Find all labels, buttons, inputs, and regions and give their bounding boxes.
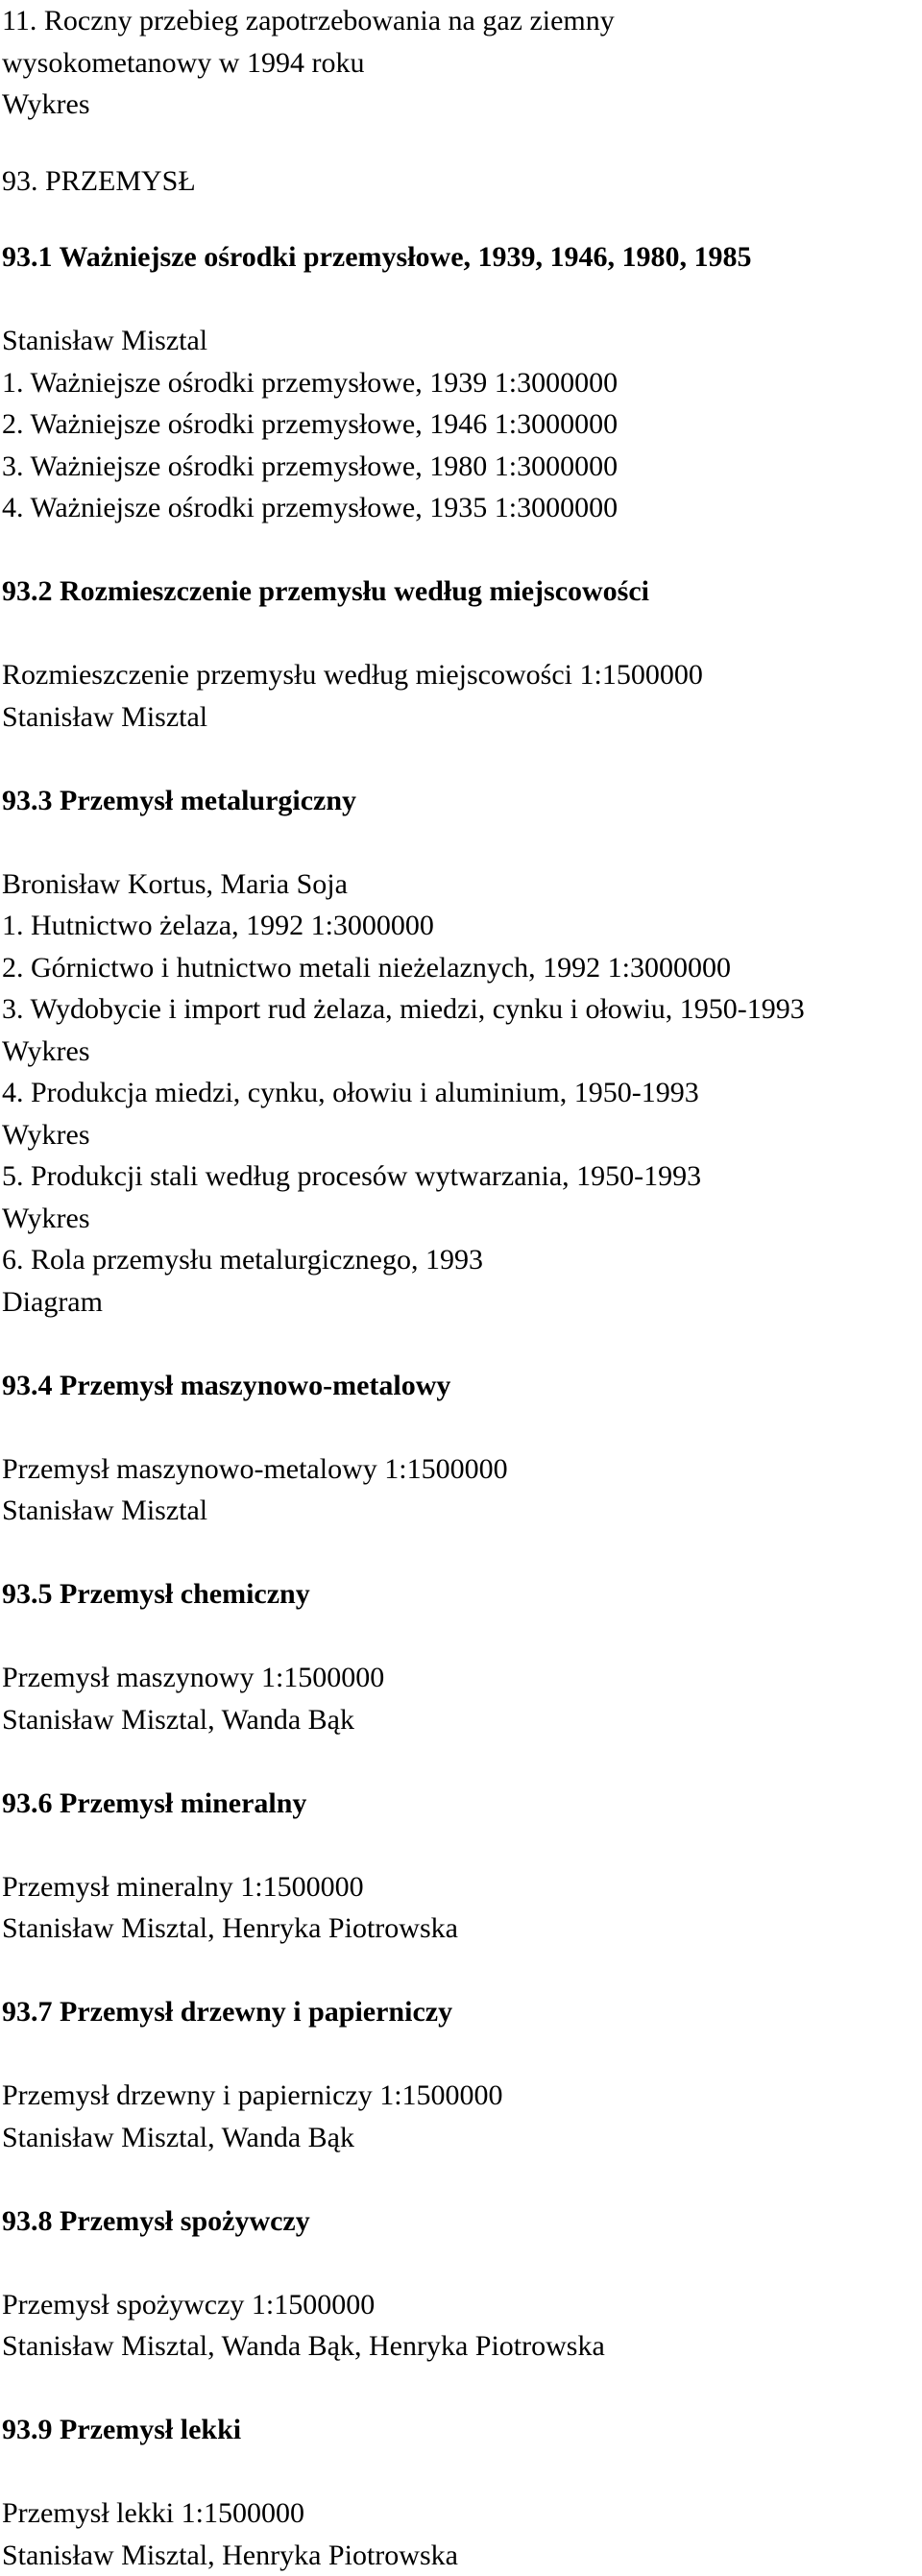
section-line: Stanisław Misztal, Wanda Bąk — [2, 1699, 914, 1741]
section-line: Diagram — [2, 1281, 914, 1324]
intro-line: wysokometanowy w 1994 roku — [2, 42, 914, 85]
section-line: Stanisław Misztal — [2, 320, 914, 362]
section-line: 3. Ważniejsze ośrodki przemysłowe, 1980 1:3000000 — [2, 446, 914, 488]
section-line: 1. Ważniejsze ośrodki przemysłowe, 1939 1:3000000 — [2, 362, 914, 404]
section-line: Przemysł maszynowy 1:1500000 — [2, 1657, 914, 1699]
section — [2, 571, 914, 780]
section-title: 93.6 Przemysł mineralny — [2, 1783, 914, 1825]
section-line: Stanisław Misztal, Henryka Piotrowska — [2, 1908, 914, 1950]
section-line: Przemysł mineralny 1:1500000 — [2, 1866, 914, 1908]
section-line: 4. Ważniejsze ośrodki przemysłowe, 1935 1:3000000 — [2, 487, 914, 529]
section-title: 93.3 Przemysł metalurgiczny — [2, 780, 914, 822]
section — [2, 1365, 914, 1574]
section-line: Wykres — [2, 1031, 914, 1073]
sections-container — [2, 236, 914, 2576]
section-line: Przemysł lekki 1:1500000 — [2, 2492, 914, 2535]
intro-block — [2, 0, 914, 126]
section-line: 2. Ważniejsze ośrodki przemysłowe, 1946 1:3000000 — [2, 403, 914, 446]
section-title: 93.7 Przemysł drzewny i papierniczy — [2, 1991, 914, 2033]
intro-line: Wykres — [2, 84, 914, 126]
section-title: 93.9 Przemysł lekki — [2, 2409, 914, 2451]
section-title: 93.2 Rozmieszczenie przemysłu według miejscowości — [2, 571, 914, 613]
section-line: 1. Hutnictwo żelaza, 1992 1:3000000 — [2, 905, 914, 947]
section — [2, 780, 914, 1365]
document — [2, 0, 914, 2576]
section-line: Stanisław Misztal, Wanda Bąk, Henryka Piotrowska — [2, 2325, 914, 2368]
section — [2, 1991, 914, 2200]
section-line: Wykres — [2, 1198, 914, 1240]
section-line: 6. Rola przemysłu metalurgicznego, 1993 — [2, 1239, 914, 1281]
section-line: Stanisław Misztal, Wanda Bąk — [2, 2117, 914, 2159]
section — [2, 1573, 914, 1783]
section-line: 3. Wydobycie i import rud żelaza, miedzi, cynku i ołowiu, 1950-1993 — [2, 988, 914, 1031]
section-line: 5. Produkcji stali według procesów wytwarzania, 1950-1993 — [2, 1155, 914, 1198]
section-line: Stanisław Misztal — [2, 1490, 914, 1532]
section-title: 93.1 Ważniejsze ośrodki przemysłowe, 1939, 1946, 1980, 1985 — [2, 236, 914, 279]
chapter-title: 93. PRZEMYSŁ — [2, 160, 914, 203]
section — [2, 1783, 914, 1992]
section-line: 4. Produkcja miedzi, cynku, ołowiu i aluminium, 1950-1993 — [2, 1072, 914, 1114]
section — [2, 236, 914, 571]
section-title: 93.5 Przemysł chemiczny — [2, 1573, 914, 1616]
section-line: 2. Górnictwo i hutnictwo metali nieżelaznych, 1992 1:3000000 — [2, 947, 914, 989]
intro-line: 11. Roczny przebieg zapotrzebowania na gaz ziemny — [2, 0, 914, 42]
section-line: Rozmieszczenie przemysłu według miejscowości 1:1500000 — [2, 654, 914, 696]
section — [2, 2200, 914, 2410]
section-line: Stanisław Misztal, Henryka Piotrowska — [2, 2535, 914, 2576]
section-line: Przemysł maszynowo-metalowy 1:1500000 — [2, 1448, 914, 1491]
section-title: 93.4 Przemysł maszynowo-metalowy — [2, 1365, 914, 1407]
section-line: Przemysł drzewny i papierniczy 1:1500000 — [2, 2075, 914, 2117]
section-line: Bronisław Kortus, Maria Soja — [2, 863, 914, 906]
section — [2, 2409, 914, 2576]
section-line: Wykres — [2, 1114, 914, 1156]
section-title: 93.8 Przemysł spożywczy — [2, 2200, 914, 2243]
section-line: Przemysł spożywczy 1:1500000 — [2, 2284, 914, 2326]
section-line: Stanisław Misztal — [2, 696, 914, 739]
